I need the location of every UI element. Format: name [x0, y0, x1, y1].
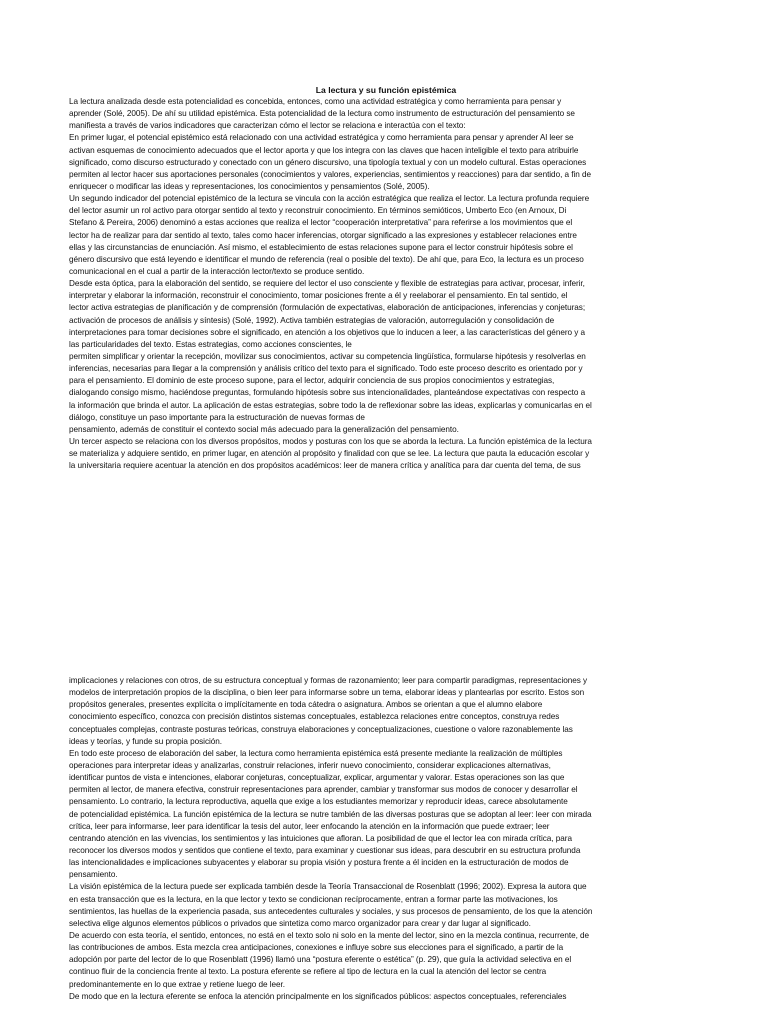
text-line: ellas y las circunstancias de enunciación. Así mismo, el establecimiento de estas relaciones supone para el lector construir hipótesis sobre el: [69, 242, 573, 252]
text-line: se materializa y adquiere sentido, en primer lugar, en atención al propósito y finalidad con que se lee. La lectura que pauta la educación escolar y: [69, 449, 590, 459]
top-text-block: [69, 83, 703, 472]
text-line: La lectura analizada desde esta potencialidad es concebida, entonces, como una actividad estratégica y como herramienta para pensar y: [69, 97, 562, 106]
text-line: En todo este proceso de elaboración del saber, la lectura como herramienta epistémica está presente mediante la realización de múltiples: [69, 748, 563, 758]
text-line: aprender (Solé, 2005). De ahí su utilidad epistémica. Esta potencialidad de la lectura como instrumento de estructuración del pensamiento se: [69, 109, 575, 119]
text-line: lector activa estrategias de planificación y de comprensión (formulación de expectativas, elaboración de anticipaciones, inferencias y conjeturas;: [69, 303, 586, 313]
text-line: inferencias, necesarias para llegar a la comprensión y análisis crítico del texto para el significado. Todo este proceso descrito es orientado por y: [69, 364, 583, 374]
text-line: manifiesta a través de varios indicadores que caracterizan cómo el lector se relaciona e interactúa con el texto:: [69, 121, 466, 131]
text-line: Desde esta óptica, para la elaboración del sentido, se requiere del lector el uso consciente y flexible de estrategias para activar, procesar, inferir,: [69, 279, 585, 289]
text-line: pensamiento, además de constituir el contexto social más adecuado para la generalización del pensamiento.: [69, 424, 459, 434]
text-line: conocimiento específico, conozca con precisión distintos sistemas conceptuales, establezca relaciones entre conceptos, construya redes: [69, 712, 560, 722]
text-line: en esta transacción que es la lectura, en la que lector y texto se condicionan recíprocamente, entran a formar parte las motivaciones, los: [69, 894, 558, 904]
text-line: activan esquemas de conocimiento adecuados que el lector aporta y que los integra con las claves que hacen inteligible el texto para atribuirle: [69, 145, 579, 155]
text-line: reconocer los diversos modos y sentidos que contiene el texto, para examinar y cuestionar sus ideas, para descubrir en su estructura profunda: [69, 845, 581, 855]
text-line: la información que brinda el autor. La aplicación de estas estrategias, sobre todo la de reflexionar sobre las ideas, explicarlas y comunicarlas en el: [69, 400, 592, 410]
text-line: dialogando consigo mismo, haciéndose preguntas, formulando hipótesis sobre sus intencionalidades, planteándose expectativas con respecto a: [69, 388, 586, 398]
text-line: continuo fluir de la conciencia frente al texto. La postura eferente se refiere al tipo de lectura en la cual la atención del lector se centra: [69, 967, 547, 977]
text-line: propósitos generales, presentes explícita o implícitamente en toda cátedra o asignatura. Ambos se orientan a que el alumno elabore: [69, 700, 543, 710]
text-line: interpretar y elaborar la información, reconstruir el conocimiento, tomar posiciones frente a él y reelaborar el pensamiento. En tal sentido, el: [69, 291, 568, 301]
text-line: diálogo, constituye un paso importante para la estructuración de nuevas formas de: [69, 412, 365, 422]
text-line: centrando atención en las vivencias, los sentimientos y las intuiciones que afloran. La posibilidad de que el lector lea con mirada crítica, para: [69, 833, 572, 843]
text-line: sentimientos, las huellas de la experiencia pasada, sus antecedentes culturales y sociales, y sus procesos de pensamiento, de los que la atención: [69, 906, 593, 916]
text-line: para el pensamiento. El dominio de este proceso supone, para el lector, adquirir conciencia de sus propios conocimientos y estrategias,: [69, 376, 555, 386]
text-line: pensamiento.: [69, 870, 118, 880]
bottom-text-block: [69, 675, 703, 1003]
text-line: permiten al lector, de manera efectiva, construir representaciones para aprender, cambiar y transformar sus modos de conocer y desarrollar el: [69, 785, 578, 795]
text-line: la universitaria requiere acentuar la atención en dos propósitos académicos: leer de manera crítica y analítica para dar cuenta del tema, de sus: [69, 461, 581, 471]
text-line: las particularidades del texto. Estas estrategias, como acciones conscientes, le: [69, 339, 352, 349]
text-line: crítica, leer para informarse, leer para identificar la tesis del autor, leer enfocando la atención en la información que puede extraer; leer: [69, 821, 550, 831]
text-line: las contribuciones de ambos. Esta mezcla crea anticipaciones, conexiones e influye sobre sus elecciones para el significado, a partir de la: [69, 943, 564, 953]
text-line: Un segundo indicador del potencial epistémico de la lectura se vincula con la acción estratégica que realiza el lector. La lectura profunda requiere: [69, 194, 590, 204]
text-line: identificar puntos de vista e intenciones, elaborar conjeturas, conceptualizar, explicar, argumentar y valorar. Estas operaciones son las que: [69, 773, 565, 783]
text-line: selectiva elige algunos elementos públicos o privados que sintetiza como marco organizador para crear y dar lugar al significado.: [69, 918, 531, 928]
text-line: lector ha de realizar para dar sentido al texto, tales como hacer inferencias, otorgar significado a las expresiones y establecer relaciones entre: [69, 230, 577, 240]
text-line: operaciones para interpretar ideas y analizarlas, construir relaciones, inferir nuevo conocimiento, considerar explicaciones alternativas,: [69, 760, 551, 770]
text-line: predominantemente en lo que extrae y retiene luego de leer.: [69, 979, 285, 989]
document-title: La lectura y su función epistémica: [315, 85, 457, 95]
text-line: conceptuales complejas, contraste posturas teóricas, construya elaboraciones y conceptualizaciones, cuestione o valore razonablemente las: [69, 724, 573, 734]
text-line: permiten simplificar y orientar la recepción, movilizar sus conocimientos, activar su competencia lingüística, formularse hipótesis y resolverlas en: [69, 351, 586, 361]
text-line: En primer lugar, el potencial epistémico está relacionado con una actividad estratégica y como herramienta para pensar y aprender Al leer se: [69, 133, 574, 143]
text-line: adopción por parte del lector de lo que Rosenblatt (1996) llamó una “postura eferente o estética” (p. 29), que guía la actividad selectiva en el: [69, 955, 572, 965]
text-line: las intencionalidades e implicaciones subyacentes y elaborar su propia visión y postura frente a él inciden en la estructuración de modos de: [69, 858, 569, 868]
text-line: Stefano & Pereira, 2006) denominó a estas acciones que realiza el lector “cooperación interpretativa” para referirse a los movimientos que el: [69, 218, 573, 228]
text-line: significado, como discurso estructurado y conectado con un género discursivo, una tipología textual y con un modelo cultural. Estas operaciones: [69, 157, 587, 167]
text-line: modelos de interpretación propios de la disciplina, o bien leer para informarse sobre un tema, elaborar ideas y plantearlas por escrito. Estos son: [69, 688, 585, 698]
text-line: del lector asumir un rol activo para otorgar sentido al texto y reconstruir conocimiento. En términos semióticos, Umberto Eco (en Arnoux, Di: [69, 206, 567, 216]
text-line: permiten al lector hacer sus aportaciones personales (conocimientos y valores, experiencias, sentimientos y reacciones) para dar sentido, a fin de: [69, 169, 591, 179]
text-line: enriquecer o modificar las ideas y representaciones, los conocimientos y pensamientos (Solé, 2005).: [69, 181, 430, 191]
text-line: género discursivo que está leyendo e identificar el mundo de referencia (real o posible del texto). De ahí que, para Eco, la lectura es un proceso: [69, 254, 584, 264]
text-line: ideas y teorías, y funde su propia posición.: [69, 736, 222, 746]
text-line: activación de procesos de análisis y síntesis) (Solé, 1992). Activa también estrategias de valoración, autorregulación y consolidación de: [69, 315, 555, 325]
text-line: La visión epistémica de la lectura puede ser explicada también desde la Teoría Transaccional de Rosenblatt (1996; 2002). Expresa la autora que: [69, 882, 587, 892]
text-line: Un tercer aspecto se relaciona con los diversos propósitos, modos y posturas con los que se aborda la lectura. La función epistémica de la lectura: [69, 436, 592, 446]
text-line: interpretaciones para tomar decisiones sobre el significado, en atención a los objetivos que lo inducen a leer, a las características del género y a: [69, 327, 585, 337]
text-line: implicaciones y relaciones con otros, de su estructura conceptual y formas de razonamiento; leer para compartir paradigmas, representaciones y: [69, 676, 588, 685]
text-line: de potencialidad epistémica. La función epistémica de la lectura se nutre también de las diversas posturas que se adoptan al leer: leer con mirada: [69, 809, 592, 819]
text-line: pensamiento. Lo contrario, la lectura reproductiva, aquella que exige a los estudiantes memorizar y reproducir ideas, carece absolutamente: [69, 797, 568, 807]
text-line: De modo que en la lectura eferente se enfoca la atención principalmente en los significados públicos: aspectos conceptuales, referenciales: [69, 991, 567, 1001]
text-line: comunicacional en el cual a partir de la interacción lector/texto se produce sentido.: [69, 266, 365, 276]
text-line: De acuerdo con esta teoría, el sentido, entonces, no está en el texto solo ni solo en la mente del lector, sino en la mezcla continua, recurrente, de: [69, 930, 590, 940]
